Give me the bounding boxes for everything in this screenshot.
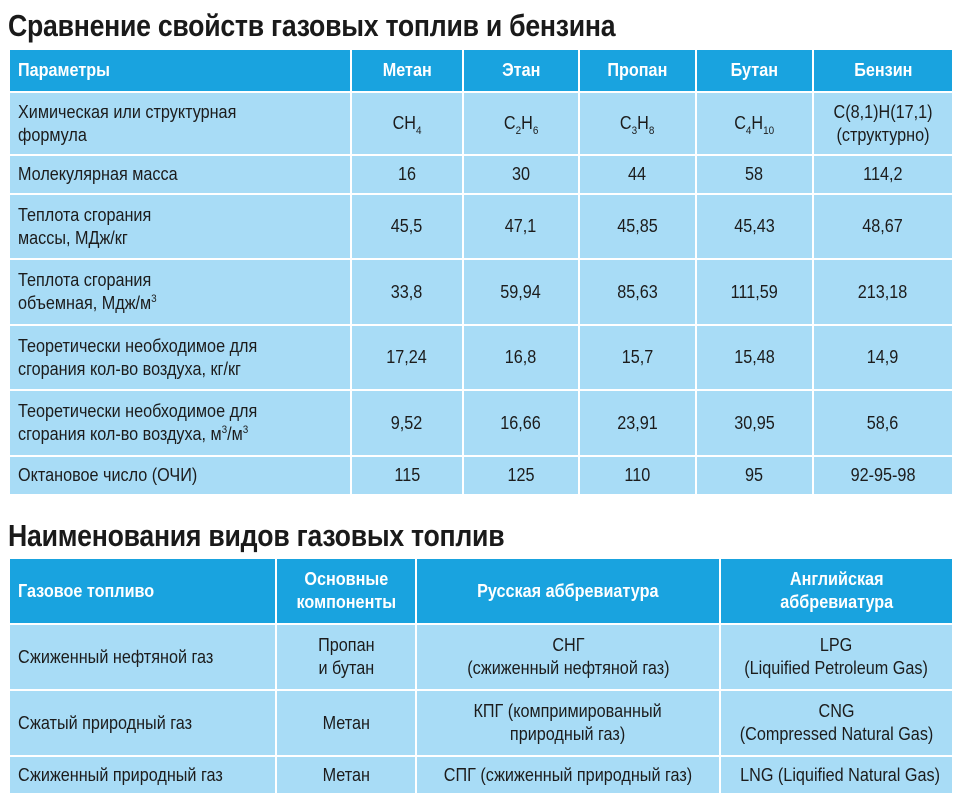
ru-abbr-cell: КПГ (компримированный природный газ) (416, 690, 720, 756)
header-components: Основные компоненты (276, 558, 416, 624)
value-cell: 48,67 (813, 194, 953, 259)
table-row-volume-heat (9, 259, 953, 325)
formula-gasoline: C(8,1)H(17,1) (структурно) (813, 92, 953, 155)
value-cell: 16,8 (463, 325, 579, 390)
table2-title: Наименования видов газовых топлив (8, 518, 505, 553)
value-cell: 59,94 (463, 259, 579, 325)
formula-methane: $CH_4$ (351, 92, 463, 155)
header-fuel: Газовое топливо (9, 558, 276, 624)
value-cell: 30 (463, 155, 579, 194)
header-ru-abbr: Русская аббревиатура (416, 558, 720, 624)
fuel-properties-table (8, 48, 954, 496)
table-row-molar-mass (9, 155, 953, 194)
table-row-lng (9, 756, 953, 794)
value-cell: 16 (351, 155, 463, 194)
header-parameters: Параметры (9, 49, 351, 92)
fuel-cell: Сжиженный природный газ (9, 756, 276, 794)
value-cell: 15,7 (579, 325, 696, 390)
value-cell: 114,2 (813, 155, 953, 194)
table-row-air-mass (9, 325, 953, 390)
value-cell: 33,8 (351, 259, 463, 325)
header-methane: Метан (351, 49, 463, 92)
param-cell: Теплота сгорания массы, МДж/кг (9, 194, 351, 259)
param-cell: Теплота сгорания объемная, Мдж/$м^3$ (9, 259, 351, 325)
value-cell: 45,43 (696, 194, 813, 259)
value-cell: 17,24 (351, 325, 463, 390)
value-cell: 45,85 (579, 194, 696, 259)
value-cell: 23,91 (579, 390, 696, 456)
param-cell: Теоретически необходимое для сгорания кол-во воздуха, кг/кг (9, 325, 351, 390)
param-cell: Октановое число (ОЧИ) (9, 456, 351, 495)
formula-butane: $C_4H_{10}$ (696, 92, 813, 155)
value-cell: 92-95-98 (813, 456, 953, 495)
param-cell: Молекулярная масса (9, 155, 351, 194)
ru-abbr-cell: СНГ (сжиженный нефтяной газ) (416, 624, 720, 690)
table-row-air-volume (9, 390, 953, 456)
table-row-formula (9, 92, 953, 155)
value-cell: 47,1 (463, 194, 579, 259)
en-abbr-cell: CNG (Compressed Natural Gas) (720, 690, 953, 756)
value-cell: 45,5 (351, 194, 463, 259)
components-cell: Метан (276, 756, 416, 794)
param-cell: Химическая или структурная формула (9, 92, 351, 155)
ru-abbr-cell: СПГ (сжиженный природный газ) (416, 756, 720, 794)
en-abbr-cell: LPG (Liquified Petroleum Gas) (720, 624, 953, 690)
value-cell: 14,9 (813, 325, 953, 390)
header-propane: Пропан (579, 49, 696, 92)
header-ethane: Этан (463, 49, 579, 92)
value-cell: 115 (351, 456, 463, 495)
value-cell: 95 (696, 456, 813, 495)
table-row-lpg (9, 624, 953, 690)
value-cell: 111,59 (696, 259, 813, 325)
components-cell: Пропан и бутан (276, 624, 416, 690)
value-cell: 44 (579, 155, 696, 194)
formula-propane: $C_3H_8$ (579, 92, 696, 155)
en-abbr-cell: LNG (Liquified Natural Gas) (720, 756, 953, 794)
value-cell: 58 (696, 155, 813, 194)
value-cell: 15,48 (696, 325, 813, 390)
value-cell: 9,52 (351, 390, 463, 456)
value-cell: 30,95 (696, 390, 813, 456)
table1-title: Сравнение свойств газовых топлив и бензина (8, 8, 616, 43)
header-en-abbr: Английская аббревиатура (720, 558, 953, 624)
formula-ethane: $C_2H_6$ (463, 92, 579, 155)
header-gasoline: Бензин (813, 49, 953, 92)
value-cell: 110 (579, 456, 696, 495)
fuel-names-table (8, 557, 954, 795)
value-cell: 125 (463, 456, 579, 495)
header-butane: Бутан (696, 49, 813, 92)
table-row-cng (9, 690, 953, 756)
fuel-cell: Сжиженный нефтяной газ (9, 624, 276, 690)
fuel-cell: Сжатый природный газ (9, 690, 276, 756)
table1-header-row (9, 49, 953, 92)
value-cell: 16,66 (463, 390, 579, 456)
table-row-mass-heat (9, 194, 953, 259)
value-cell: 85,63 (579, 259, 696, 325)
table2-header-row (9, 558, 953, 624)
table-row-octane (9, 456, 953, 495)
components-cell: Метан (276, 690, 416, 756)
value-cell: 213,18 (813, 259, 953, 325)
value-cell: 58,6 (813, 390, 953, 456)
param-cell: Теоретически необходимое для сгорания кол-во воздуха, $м^3/м^3$ (9, 390, 351, 456)
